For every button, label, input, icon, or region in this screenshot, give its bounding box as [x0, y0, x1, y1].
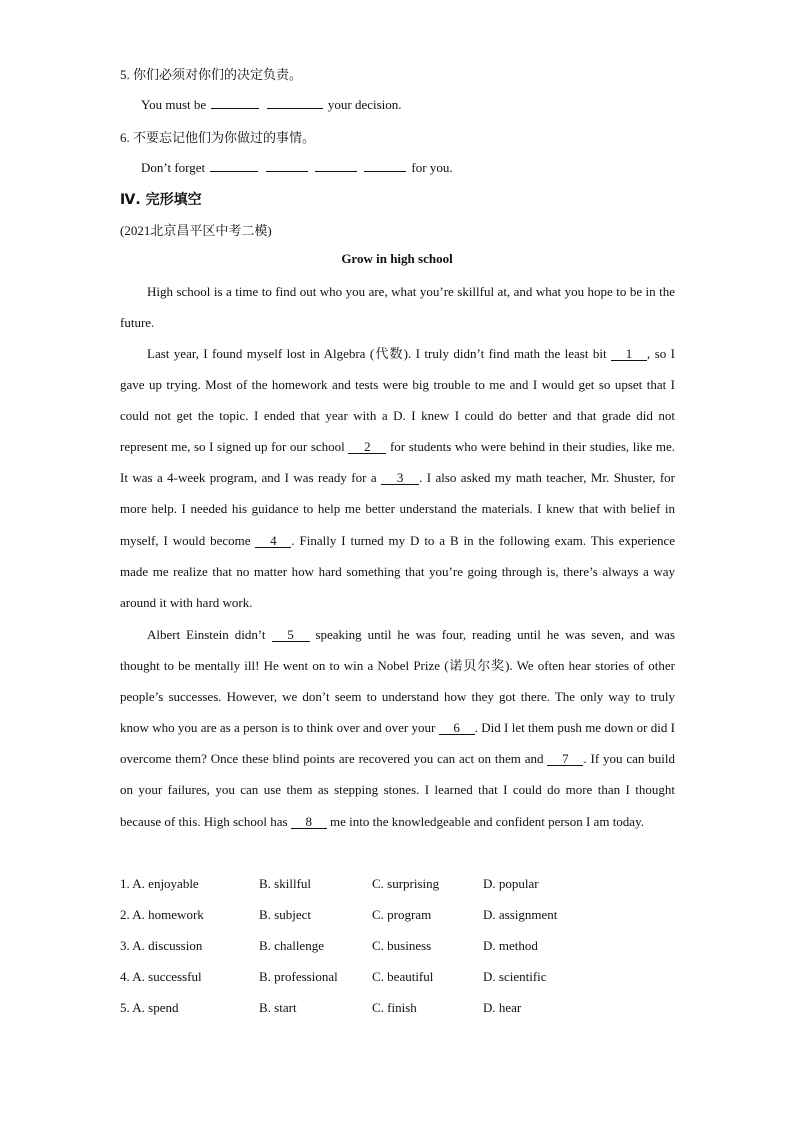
translation-5-english [141, 96, 402, 113]
translation-6-english [141, 159, 453, 176]
paragraph-3-text-b: speaking until he was four, reading until he was seven, and was thought to be mentally ill! He went on to win a Nobel Prize (诺贝尔奖). We often hear stories of other people’s successes. However, we don’t seem to understand how they got there. The only way to truly know who you are as a person is to think over and over your [120, 627, 675, 736]
translation-6-suffix: for you. [411, 160, 453, 175]
option-c[interactable]: C. finish [372, 1000, 417, 1015]
option-c[interactable]: C. beautiful [372, 969, 434, 984]
translation-6-chinese: 6. 不要忘记他们为你做过的事情。 [120, 130, 316, 145]
option-a[interactable]: 1. A. enjoyable [120, 876, 199, 891]
cloze-blank-1[interactable]: 1 [611, 347, 647, 361]
paragraph-3-text-d: . If you can build on your failures, you can use them as stepping stones. I learned that I could do more than I thought because of this. High school has [120, 751, 676, 829]
paragraph-1-text: High school is a time to find out who you are, what you’re skillful at, and what you hope to be in the future. [120, 284, 675, 331]
cloze-blank-5[interactable]: 5 [272, 628, 310, 642]
translation-5-suffix: your decision. [327, 97, 402, 112]
option-a[interactable]: 2. A. homework [120, 907, 204, 922]
answer-blank[interactable] [266, 159, 308, 172]
answer-blank[interactable] [267, 96, 323, 109]
cloze-blank-7[interactable]: 7 [547, 752, 583, 766]
source-note: (2021北京昌平区中考二模) [120, 223, 272, 238]
option-d[interactable]: D. assignment [483, 907, 558, 922]
paragraph-2-text-c: for students who were behind in their studies, like me. It was a 4-week program, and I was ready for a [120, 439, 675, 486]
option-d[interactable]: D. hear [483, 1000, 522, 1015]
cloze-blank-3[interactable]: 3 [381, 471, 419, 485]
option-d[interactable]: D. method [483, 938, 538, 953]
answer-blank[interactable] [364, 159, 406, 172]
translation-5-chinese: 5. 你们必须对你们的决定负责。 [120, 67, 303, 82]
option-a[interactable]: 4. A. successful [120, 969, 202, 984]
cloze-blank-8[interactable]: 8 [291, 815, 327, 829]
paragraph-3-text-c: . Did I let them push me down or did I overcome them? Once these blind points are recovered you can act on them and [120, 720, 676, 767]
translation-5-prefix: You must be [141, 97, 207, 112]
paragraph-2-text-d: . I also asked my math teacher, Mr. Shuster, for more help. I needed his guidance to help me better understand the materials. I knew that with belief in myself, I would become [120, 470, 675, 548]
paragraph-2-text-b: , so I gave up trying. Most of the homework and tests were big trouble to me and I would get so upset that I could not get the topic. I ended that year with a D. I knew I could do better and that grade did not represent me, so I signed up for our school [120, 346, 676, 455]
option-b[interactable]: B. challenge [259, 938, 324, 953]
paragraph-1 [120, 276, 675, 338]
paragraph-3 [120, 619, 675, 837]
option-b[interactable]: B. start [259, 1000, 297, 1015]
passage-title: Grow in high school [341, 251, 453, 266]
paragraph-2-text-e: . Finally I turned my D to a B in the following exam. This experience made me realize that no matter how hard something that you’re going through is, there’s always a way around it with hard work. [120, 532, 676, 610]
paragraph-3-text-a: Albert Einstein didn’t [147, 627, 266, 642]
option-b[interactable]: B. skillful [259, 876, 312, 891]
cloze-blank-6[interactable]: 6 [439, 721, 475, 735]
answer-blank[interactable] [211, 96, 259, 109]
translation-6-prefix: Don’t forget [141, 160, 206, 175]
option-a[interactable]: 3. A. discussion [120, 938, 203, 953]
section-heading: Ⅳ. 完形填空 [120, 192, 202, 208]
option-b[interactable]: B. professional [259, 969, 338, 984]
answer-blank[interactable] [315, 159, 357, 172]
option-d[interactable]: D. scientific [483, 969, 547, 984]
option-c[interactable]: C. program [372, 907, 432, 922]
paragraph-2-text-a: Last year, I found myself lost in Algebra (代数). I truly didn’t find math the least bit [147, 346, 607, 361]
paragraph-2 [120, 338, 675, 618]
answer-blank[interactable] [210, 159, 258, 172]
option-c[interactable]: C. surprising [372, 876, 440, 891]
option-a[interactable]: 5. A. spend [120, 1000, 179, 1015]
paragraph-3-text-e: me into the knowledgeable and confident person I am today. [330, 813, 644, 829]
cloze-blank-4[interactable]: 4 [255, 534, 291, 548]
option-c[interactable]: C. business [372, 938, 432, 953]
cloze-blank-2[interactable]: 2 [348, 440, 386, 454]
option-b[interactable]: B. subject [259, 907, 311, 922]
option-d[interactable]: D. popular [483, 876, 539, 891]
